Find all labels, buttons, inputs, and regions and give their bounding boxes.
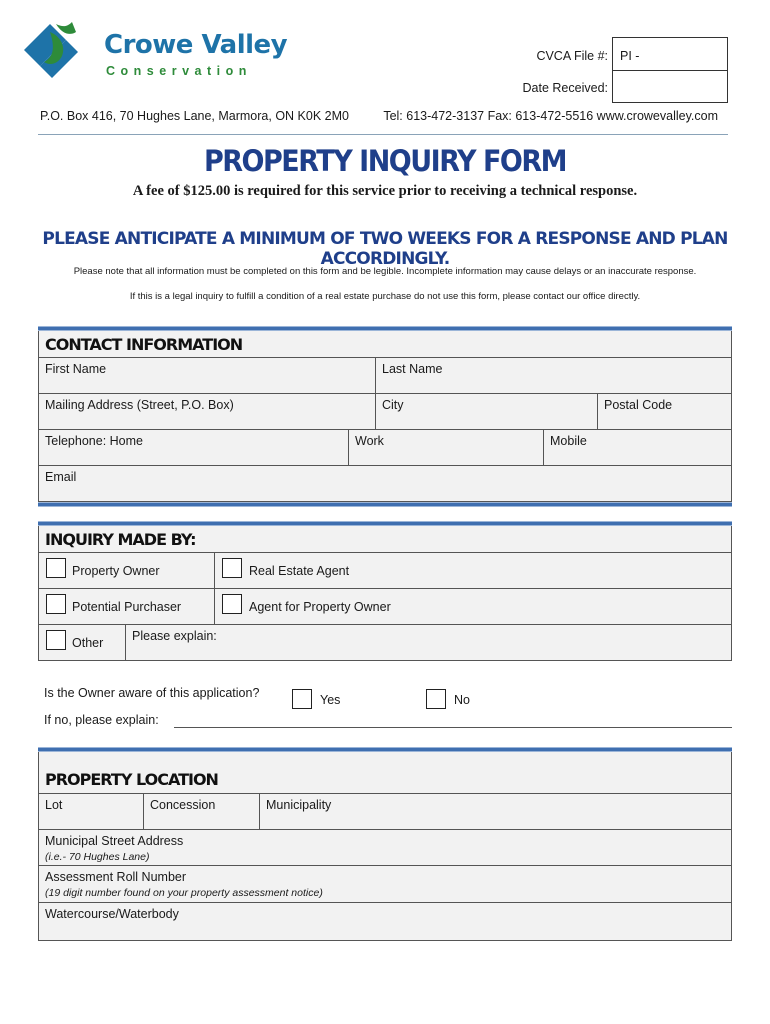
cvca-file-field[interactable]: PI - (620, 49, 640, 63)
property-owner-label: Property Owner (72, 564, 160, 578)
response-time-notice: PLEASE ANTICIPATE A MINIMUM OF TWO WEEKS FOR A RESPONSE AND PLAN ACCORDINGLY. (42, 229, 728, 269)
header-divider (38, 134, 728, 135)
mailing-address-field[interactable] (38, 393, 376, 430)
form-title: PROPERTY INQUIRY FORM (203, 144, 567, 179)
if-no-explain-field[interactable] (174, 727, 732, 728)
postal-code-label: Postal Code (604, 398, 673, 412)
last-name-label: Last Name (382, 362, 443, 376)
logo-title: Crowe Valley (104, 30, 288, 60)
location-section-header (38, 752, 732, 794)
mailing-address-text: P.O. Box 416, 70 Hughes Lane, Marmora, ON K0K 2M0 (40, 109, 349, 123)
if-no-explain-label: If no, please explain: (44, 713, 159, 727)
real-estate-agent-checkbox[interactable] (222, 558, 242, 578)
date-received-label: Date Received: (522, 81, 608, 95)
first-name-label: First Name (45, 362, 107, 376)
concession-label: Concession (150, 798, 216, 812)
property-owner-checkbox[interactable] (46, 558, 66, 578)
potential-purchaser-label: Potential Purchaser (72, 600, 182, 614)
city-label: City (382, 398, 404, 412)
street-address-label: Municipal Street Address (45, 834, 184, 848)
mobile-phone-label: Mobile (550, 434, 587, 448)
municipality-label: Municipality (266, 798, 332, 812)
other-checkbox[interactable] (46, 630, 66, 650)
roll-number-field[interactable] (38, 865, 732, 903)
roll-number-label: Assessment Roll Number (45, 870, 187, 884)
cvca-file-label: CVCA File #: (536, 49, 608, 63)
street-address-hint: (i.e.- 70 Hughes Lane) (45, 851, 150, 863)
agent-owner-label: Agent for Property Owner (249, 600, 391, 614)
potential-purchaser-checkbox[interactable] (46, 594, 66, 614)
inquiry-section-title: INQUIRY MADE BY: (45, 530, 196, 549)
contact-section-header (38, 331, 732, 358)
home-phone-label: Telephone: Home (45, 434, 143, 448)
yes-label: Yes (320, 693, 341, 707)
street-address-field[interactable] (38, 829, 732, 866)
municipality-field[interactable] (259, 793, 732, 830)
please-explain-label: Please explain: (132, 629, 217, 643)
email-field[interactable] (38, 465, 732, 502)
fee-notice: A fee of $125.00 is required for this service prior to receiving a technical response. (132, 183, 638, 199)
other-explain-field[interactable] (125, 624, 732, 661)
work-phone-field[interactable] (348, 429, 544, 466)
work-phone-label: Work (355, 434, 384, 448)
city-field[interactable] (375, 393, 598, 430)
last-name-field[interactable] (375, 357, 732, 394)
other-label: Other (72, 636, 104, 650)
roll-number-hint: (19 digit number found on your property assessment notice) (45, 887, 323, 899)
watercourse-label: Watercourse/Waterbody (45, 907, 179, 921)
no-label: No (454, 693, 470, 707)
crowe-valley-logo-icon (20, 22, 102, 78)
lot-label: Lot (45, 798, 63, 812)
owner-aware-no-checkbox[interactable] (426, 689, 446, 709)
location-section-title: PROPERTY LOCATION (45, 770, 218, 789)
legal-inquiry-note: If this is a legal inquiry to fulfill a condition of a real estate purchase do not use this form, please contact our office directly. (129, 291, 641, 302)
agent-owner-checkbox[interactable] (222, 594, 242, 614)
contact-details-text: Tel: 613-472-3137 Fax: 613-472-5516 www.crowevalley.com (383, 109, 718, 123)
watercourse-field[interactable] (38, 902, 732, 941)
postal-code-field[interactable] (597, 393, 732, 430)
home-phone-field[interactable] (38, 429, 349, 466)
completion-note: Please note that all information must be completed on this form and be legible. Incomplete information may cause delays or an inaccurate response. (73, 266, 697, 277)
file-box (612, 37, 728, 103)
logo-subtitle: Conservation (106, 64, 252, 78)
contact-section-title: CONTACT INFORMATION (45, 335, 243, 354)
real-estate-agent-label: Real Estate Agent (249, 564, 350, 578)
owner-aware-yes-checkbox[interactable] (292, 689, 312, 709)
mobile-phone-field[interactable] (543, 429, 732, 466)
first-name-field[interactable] (38, 357, 376, 394)
inquiry-section-header (38, 526, 732, 553)
owner-aware-question: Is the Owner aware of this application? (44, 686, 260, 700)
section-bar (38, 502, 732, 507)
mailing-address-label: Mailing Address (Street, P.O. Box) (45, 398, 234, 412)
email-label: Email (45, 470, 77, 484)
concession-field[interactable] (143, 793, 260, 830)
lot-field[interactable] (38, 793, 144, 830)
